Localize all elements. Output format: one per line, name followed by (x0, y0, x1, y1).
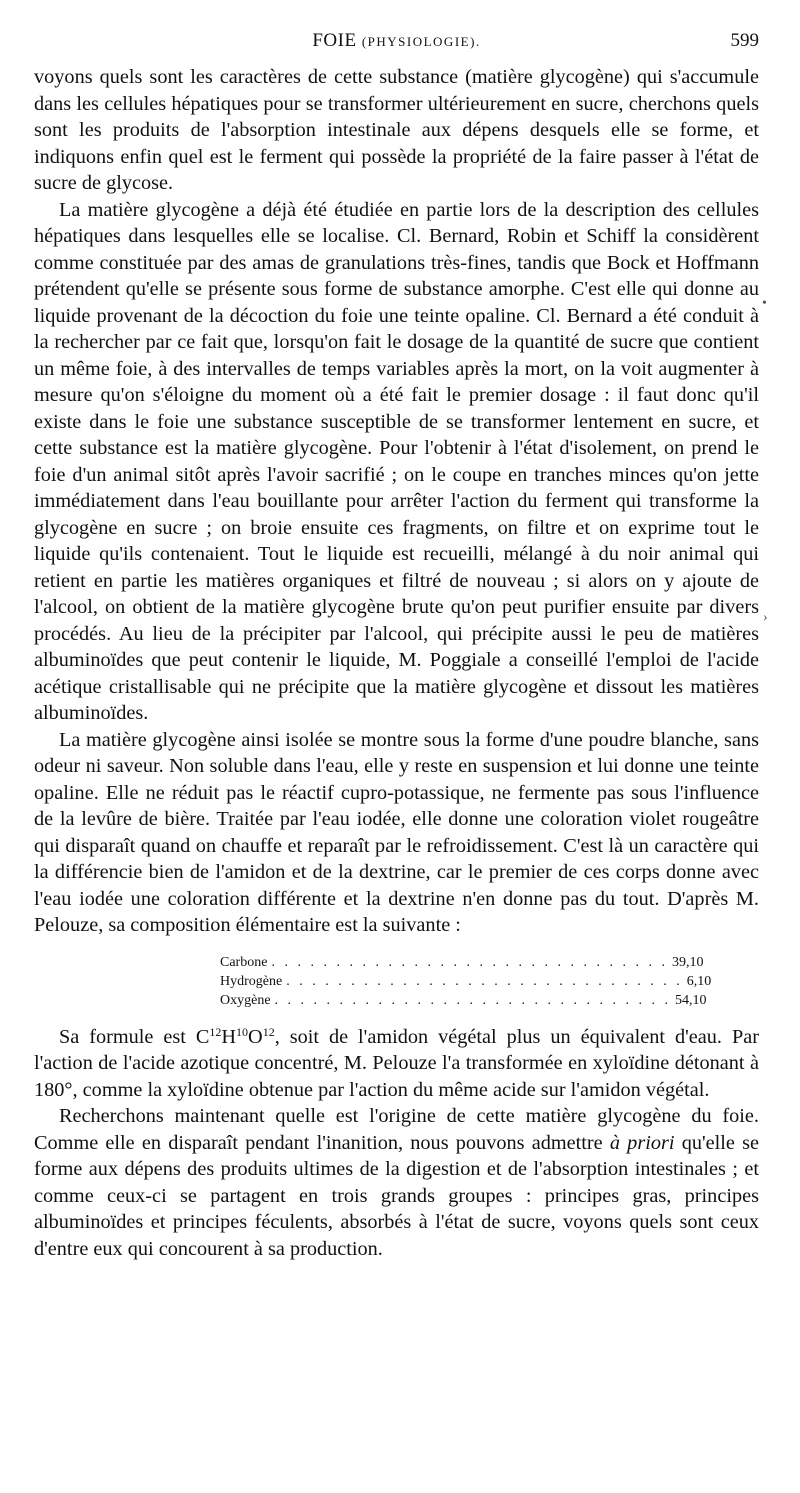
body-text (34, 64, 759, 1262)
formula-c: C (195, 1025, 210, 1048)
leader-dots: . . . . . . . . . . . . . . . . . . . . . . . . . . . . . . . (286, 973, 683, 989)
paragraph-5-before: Recherchons maintenant quelle est l'origine de cette matière glycogène du foie. Comme elle en disparaît pendant l'inanition, nous pouvons admettre (34, 1105, 759, 1154)
composition-element-value: 39,10 (671, 954, 704, 970)
formula-h-subscript: 10 (236, 1024, 249, 1039)
page-number: 599 (730, 30, 759, 51)
running-head (34, 30, 759, 58)
formula-o-subscript: 12 (262, 1024, 275, 1039)
composition-row-hydrogene (220, 972, 712, 991)
margin-bullet-mark: • (762, 296, 767, 311)
composition-element-value: 54,10 (675, 992, 707, 1008)
composition-element-name: Hydrogène (220, 973, 283, 989)
paragraph-5-after: qu'elle se forme aux dépens des produits ultimes de la digestion et de l'absorption intestinales ; et comme ceux-ci se partagent en trois grands groupes : principes gras, principes albuminoïdes et principes féculents, absorbés à l'état de sucre, voyons quels sont ceux d'entre eux qui concourent à sa production. (34, 1131, 759, 1260)
italic-a-priori: à priori (609, 1131, 675, 1154)
formula-text-before: Sa formule est (59, 1025, 196, 1048)
running-title-main: FOIE (312, 30, 357, 51)
formula-text-after: , soit de l'amidon végétal plus un équivalent d'eau. Par l'action de l'acide azotique concentré, M. Pelouze l'a transformée en xyloïdine détonant à 180°, comme la xyloïdine obtenue par l'action du même acide sur l'amidon végétal. (34, 1025, 759, 1101)
formula-o: O (248, 1025, 263, 1048)
paragraph-4-formula (34, 1024, 759, 1104)
composition-row-oxygene (220, 991, 707, 1010)
running-title-subtitle: (PHYSIOLOGIE). (361, 34, 481, 49)
formula-h: H (221, 1025, 237, 1048)
paragraph-2: La matière glycogène a déjà été étudiée en partie lors de la description des cellules hépatiques dans lesquelles elle se localise. Cl. Bernard, Robin et Schiff la considèrent comme constituée par des amas de granulations très-fines, tandis que Bock et Hoffmann prétendent qu'elle se présente sous forme de substance amorphe. C'est elle qui donne au liquide provenant de la décoction du foie une teinte opaline. Cl. Bernard a été conduit à la rechercher par ce fait que, lorsqu'on fait le dosage de la quantité de sucre que contient un même foie, à des intervalles de temps variables après la mort, on la voit augmenter à mesure qu'on s'éloigne du moment où a été fait le premier dosage : il faut donc qu'il existe dans le foie une substance susceptible de se transformer lentement en sucre, et cette substance est la matière glycogène. Pour l'obtenir à l'état d'isolement, on prend le foie d'un animal sitôt après l'avoir sacrifié ; on le coupe en tranches minces qu'on jette immédiatement dans l'eau bouillante pour arrêter l'action du ferment qui transforme la glycogène en sucre ; on broie ensuite ces fragments, on filtre et on exprime tout le liquide qu'ils contenaient. Tout le liquide est recueilli, mélangé à du noir animal qui retient en partie les matières organiques et filtré de nouveau ; si alors on y ajoute de l'alcool, on obtient de la matière glycogène brute qu'on peut purifier ensuite par divers procédés. Au lieu de la précipiter par l'alcool, qui précipite aussi le peu de matières albuminoïdes que peut contenir le liquide, M. Poggiale a conseillé l'emploi de l'acide acétique cristallisable qui ne précipite que la matière glycogène et dissout les matières albuminoïdes. (34, 198, 759, 724)
paragraph-1: voyons quels sont les caractères de cette substance (matière glycogène) qui s'accumule dans les cellules hépatiques pour se transformer ultérieurement en sucre, cherchons quels sont les produits de l'absorption intestinale aux dépens desquels elle se forme, et indiquons enfin quel est le ferment qui possède la propriété de la faire passer à l'état de sucre de glycose. (34, 66, 759, 194)
leader-dots: . . . . . . . . . . . . . . . . . . . . . . . . . . . . . . . (271, 954, 668, 970)
composition-element-name: Oxygène (220, 992, 271, 1008)
running-title (34, 30, 759, 52)
composition-table (220, 953, 712, 1010)
composition-element-value: 6,10 (686, 973, 712, 989)
composition-row-carbone (220, 953, 704, 972)
paragraph-5 (34, 1103, 759, 1262)
margin-arrow-mark: › (763, 610, 768, 625)
paragraph-3: La matière glycogène ainsi isolée se montre sous la forme d'une poudre blanche, sans odeur ni saveur. Non soluble dans l'eau, elle y reste en suspension et lui donne une teinte opaline. Elle ne réduit pas le réactif cupro-potassique, ne fermente pas sous l'influence de la levûre de bière. Traitée par l'eau iodée, elle donne une coloration violet rougeâtre qui disparaît quand on chauffe et reparaît par le refroidissement. C'est là un caractère qui la différencie bien de l'amidon et de la dextrine, car le premier de ces corps donne avec l'eau iodée une coloration différente et la dextrine n'en donne pas du tout. D'après M. Pelouze, sa composition élémentaire est la suivante : (34, 728, 759, 936)
formula-c-subscript: 12 (209, 1024, 222, 1039)
composition-element-name: Carbone (220, 954, 268, 970)
leader-dots: . . . . . . . . . . . . . . . . . . . . . . . . . . . . . . . (274, 992, 672, 1008)
